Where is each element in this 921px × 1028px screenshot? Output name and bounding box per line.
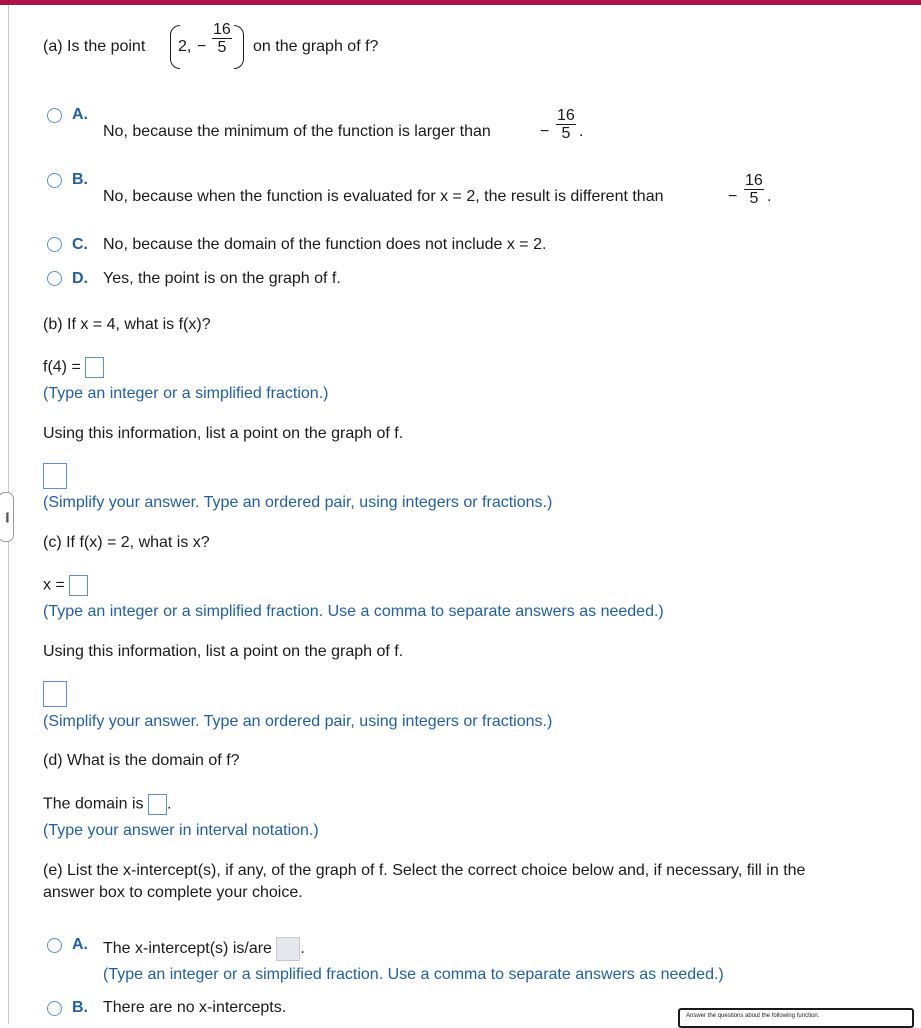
choice-a-minus: − — [540, 123, 550, 140]
part-b-point-hint: (Simplify your answer. Type an ordered pair, using integers or fractions.) — [43, 494, 553, 511]
point-numerator: 16 — [213, 21, 231, 38]
choice-e-a-hint: (Type an integer or a simplified fraction. Use a comma to separate answers as needed.) — [103, 966, 724, 983]
point-denominator: 5 — [217, 39, 227, 56]
part-c-followup: Using this information, list a point on the graph of f. — [43, 643, 404, 660]
radio-choice-d[interactable] — [47, 271, 62, 286]
x-answer-box[interactable] — [69, 575, 88, 596]
choice-c-text: No, because the domain of the function does not include x = 2. — [103, 236, 547, 253]
point-x: 2, — [178, 38, 192, 55]
choice-d-text: Yes, the point is on the graph of f. — [103, 270, 341, 287]
choice-b-denominator: 5 — [749, 190, 759, 207]
f4-label: f(4) = — [43, 358, 81, 376]
part-c-answer-row — [43, 575, 88, 596]
part-d-question: (d) What is the domain of f? — [43, 752, 240, 769]
point-fraction — [212, 21, 232, 56]
part-a-question-suffix: on the graph of f? — [253, 38, 379, 55]
part-a-question-prefix: (a) Is the point — [43, 38, 146, 55]
part-c-point-hint: (Simplify your answer. Type an ordered pair, using integers or fractions.) — [43, 713, 553, 730]
choice-b-minus: − — [728, 188, 738, 205]
part-b-followup: Using this information, list a point on the graph of f. — [43, 425, 404, 442]
point-minus: − — [197, 38, 207, 55]
choice-e-a-letter: A. — [72, 936, 88, 953]
choice-b-text: No, because when the function is evaluated for x = 2, the result is different than — [103, 188, 664, 205]
part-c-point-row — [43, 681, 67, 707]
part-e-question-line2: answer box to complete your choice. — [43, 884, 303, 901]
part-c-hint: (Type an integer or a simplified fraction. Use a comma to separate answers as needed.) — [43, 603, 664, 620]
choice-a-period: . — [579, 123, 584, 140]
domain-answer-box[interactable] — [148, 794, 167, 815]
radio-choice-e-a[interactable] — [47, 938, 62, 953]
part-b-question: (b) If x = 4, what is f(x)? — [43, 316, 211, 333]
choice-e-b-text: There are no x-intercepts. — [103, 999, 287, 1016]
top-accent-bar — [0, 0, 921, 5]
choice-d-letter: D. — [72, 270, 88, 287]
right-paren — [234, 25, 244, 69]
part-b-hint: (Type an integer or a simplified fraction.) — [43, 385, 329, 402]
instruction-tooltip — [678, 1008, 914, 1028]
choice-b-numerator: 16 — [745, 172, 763, 189]
choice-b-letter: B. — [72, 171, 88, 188]
choice-e-a-text: The x-intercept(s) is/are — [103, 940, 272, 958]
choice-a-numerator: 16 — [557, 107, 575, 124]
part-d-answer-row — [43, 794, 171, 815]
radio-choice-b[interactable] — [47, 173, 62, 188]
radio-choice-e-b[interactable] — [47, 1001, 62, 1016]
choice-e-a-period: . — [300, 940, 305, 958]
x-label: x = — [43, 576, 65, 594]
part-b-point-box[interactable] — [43, 463, 67, 489]
f4-answer-box[interactable] — [85, 357, 104, 378]
choice-e-b-letter: B. — [72, 999, 88, 1016]
domain-label: The domain is — [43, 795, 144, 813]
radio-choice-a[interactable] — [47, 108, 62, 123]
choice-b-fraction — [744, 172, 764, 207]
part-b-point-row — [43, 463, 67, 489]
part-d-hint: (Type your answer in interval notation.) — [43, 822, 319, 839]
choice-e-a-row — [103, 937, 305, 961]
radio-choice-c[interactable] — [47, 237, 62, 252]
part-c-point-box[interactable] — [43, 681, 67, 707]
panel-resize-handle[interactable]: •••• — [0, 492, 14, 542]
tooltip-text: Answer the questions about the following function. — [686, 1013, 820, 1019]
choice-a-fraction — [556, 107, 576, 142]
choice-a-denominator: 5 — [561, 125, 571, 142]
choice-a-letter: A. — [72, 106, 88, 123]
x-intercepts-answer-box[interactable] — [276, 937, 300, 961]
choice-c-letter: C. — [72, 236, 88, 253]
part-e-question-line1: (e) List the x-intercept(s), if any, of the graph of f. Select the correct choice below and, if necessary, fill in the — [43, 862, 806, 879]
part-c-question: (c) If f(x) = 2, what is x? — [43, 534, 210, 551]
choice-a-text: No, because the minimum of the function is larger than — [103, 123, 491, 140]
domain-period: . — [166, 795, 172, 813]
choice-b-period: . — [767, 188, 772, 205]
part-b-answer-row — [43, 357, 104, 378]
